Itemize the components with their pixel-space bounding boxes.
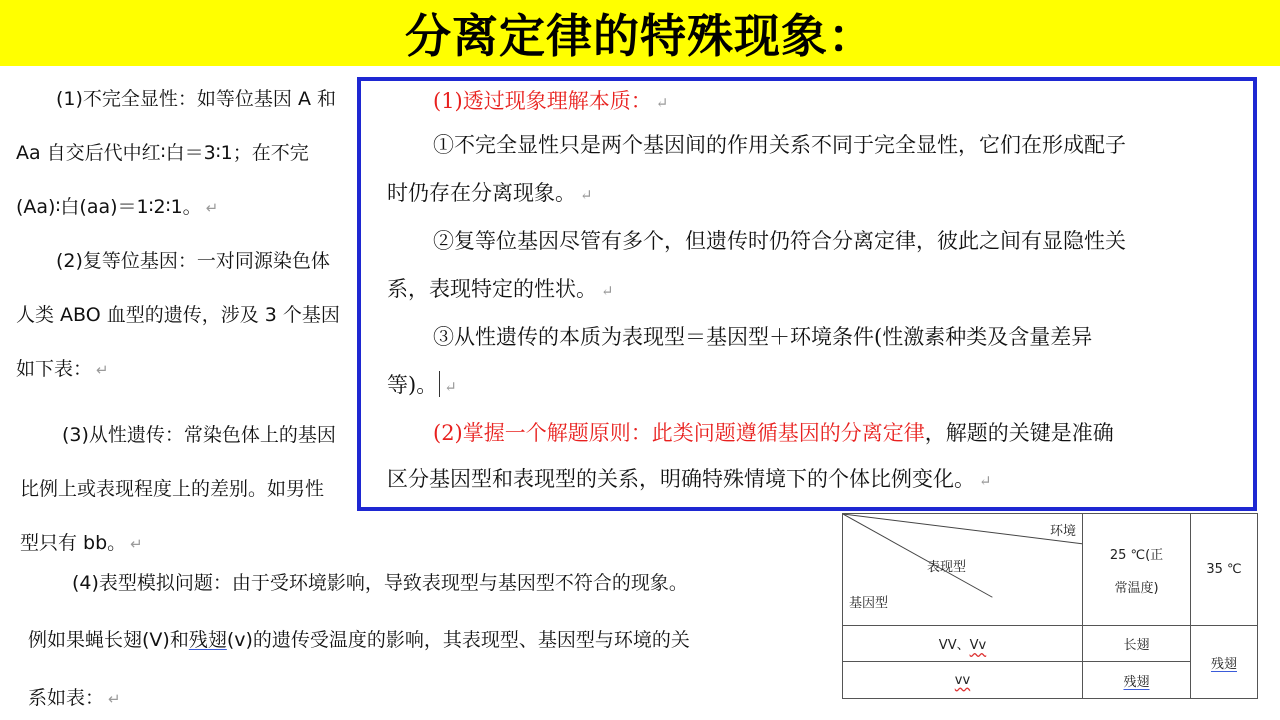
paragraph-line: 时仍存在分离现象。 ↵ [387,181,593,205]
header-genotype: 基因型 [849,596,889,611]
return-mark-icon: ↵ [444,378,457,396]
doc-line: (2)复等位基因：一对同源染色体 [56,250,330,272]
genotype-phenotype-table [842,513,1258,699]
text-cursor [439,371,440,397]
doc-line: (3)从性遗传：常染色体上的基因 [62,424,336,446]
return-mark-icon: ↵ [130,535,143,553]
cell-genotype-VV-Vv: VV、Vv [843,626,1083,662]
paragraph-line: 等)。 ↵ [387,373,457,397]
header-environment: 环境 [1049,524,1076,539]
paragraph-line: 系，表现特定的性状。 ↵ [387,277,614,301]
return-mark-icon: ↵ [979,472,992,490]
title-bar [0,0,1280,66]
return-mark-icon: ↵ [601,282,614,300]
header-temp-25: 25 ℃(正 常温度) [1083,514,1191,626]
return-mark-icon: ↵ [655,94,669,112]
return-mark-icon: ↵ [205,199,219,217]
doc-line: 型只有 bb。 ↵ [20,532,143,554]
paragraph-line: ①不完全显性只是两个基因间的作用关系不同于完全显性，它们在形成配子 [433,133,1126,157]
paragraph-line: (2)掌握一个解题原则：此类问题遵循基因的分离定律，解题的关键是准确 [433,421,1114,445]
return-mark-icon: ↵ [108,690,121,708]
doc-line: 如下表： ↵ [16,358,109,380]
doc-line: 人类 ABO 血型的遗传，涉及 3 个基因 [16,304,340,326]
paragraph-line: ②复等位基因尽管有多个，但遗传时仍符合分离定律，彼此之间有显隐性关 [433,229,1126,253]
doc-line: 系如表： ↵ [28,687,121,709]
doc-line: 例如果蝇长翅(V)和残翅(v)的遗传受温度的影响，其表现型、基因型与环境的关 [28,629,690,651]
paragraph-line: 区分基因型和表现型的关系，明确特殊情境下的个体比例变化。 ↵ [387,467,992,491]
slide-title: 分离定律的特殊现象： [405,9,875,63]
cell-long-wing: 长翅 [1083,626,1191,662]
doc-line: (4)表型模拟问题：由于受环境影响，导致表现型与基因型不符合的现象。 [72,572,688,594]
section-heading: (1)透过现象理解本质： ↵ [433,89,669,113]
doc-line: (1)不完全显性：如等位基因 A 和 [56,88,336,110]
paragraph-line: ③从性遗传的本质为表现型＝基因型＋环境条件(性激素种类及含量差异 [433,325,1093,349]
return-mark-icon: ↵ [580,186,593,204]
doc-line: (Aa)∶白(aa)＝1∶2∶1。 ↵ [16,196,219,218]
cell-vestigial-wing-25: 残翅 [1083,662,1191,699]
cell-vestigial-wing-35: 残翅 [1191,626,1258,699]
diagonal-header-cell [843,514,1083,626]
header-temp-35: 35 ℃ [1191,514,1258,626]
header-phenotype: 表现型 [927,560,967,575]
cell-genotype-vv: vv [843,662,1083,699]
doc-line: Aa 自交后代中红∶白＝3∶1；在不完 [16,142,309,164]
doc-line: 比例上或表现程度上的差别。如男性 [20,478,325,500]
explanation-box [357,77,1257,511]
return-mark-icon: ↵ [96,361,109,379]
